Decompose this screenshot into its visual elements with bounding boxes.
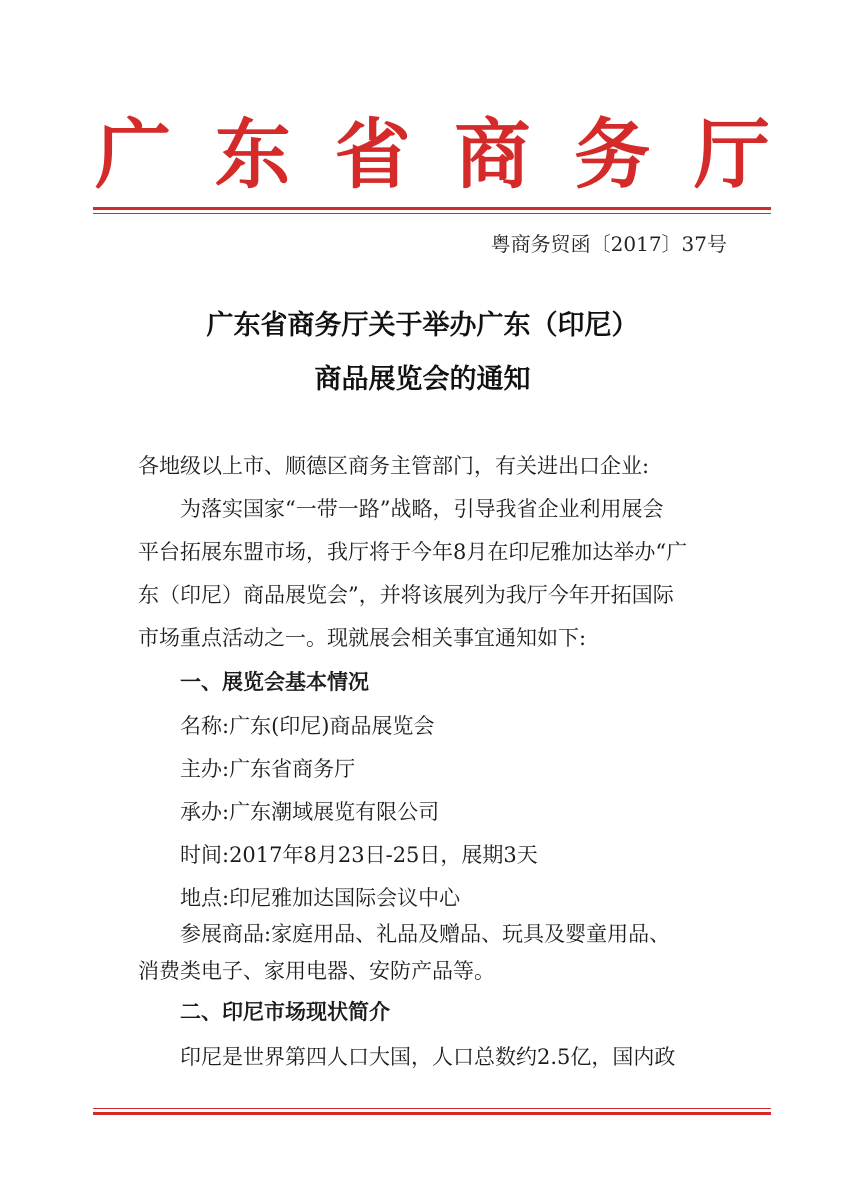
intro-line: 东（印尼）商品展览会”，并将该展列为我厅今年开拓国际 bbox=[138, 583, 674, 607]
org-char: 省 bbox=[334, 109, 411, 199]
section-2-text: 印尼是世界第四人口大国，人口总数约2.5亿，国内政 bbox=[180, 1045, 676, 1069]
document-number: 粤商务贸函〔2017〕37号 bbox=[490, 232, 727, 256]
intro-line: 平台拓展东盟市场，我厅将于今年8月在印尼雅加达举办“广 bbox=[138, 540, 688, 564]
org-char: 厅 bbox=[693, 109, 770, 199]
section-1-item: 消费类电子、家用电器、安防产品等。 bbox=[138, 959, 495, 983]
org-char: 广 bbox=[95, 109, 171, 199]
intro-line: 为落实国家“一带一路”战略，引导我省企业利用展会 bbox=[180, 497, 664, 521]
section-1-item: 参展商品:家庭用品、礼品及赠品、玩具及婴童用品、 bbox=[180, 922, 671, 946]
section-1-item: 地点:印尼雅加达国际会议中心 bbox=[180, 886, 461, 910]
section-1-item: 名称:广东(印尼)商品展览会 bbox=[180, 714, 435, 738]
section-1-item: 承办:广东潮域展览有限公司 bbox=[180, 800, 440, 824]
issuing-organization-header bbox=[95, 103, 770, 199]
header-divider bbox=[93, 207, 771, 214]
section-1-item: 时间:2017年8月23日-25日，展期3天 bbox=[180, 843, 538, 867]
org-char: 商 bbox=[454, 109, 531, 199]
section-2-heading: 二、印尼市场现状简介 bbox=[180, 1000, 390, 1024]
intro-line: 市场重点活动之一。现就展会相关事宜通知如下: bbox=[138, 626, 587, 650]
salutation: 各地级以上市、顺德区商务主管部门，有关进出口企业: bbox=[138, 454, 650, 478]
section-1-heading: 一、展览会基本情况 bbox=[180, 670, 369, 694]
document-title-line-2: 商品展览会的通知 bbox=[314, 364, 531, 395]
org-char: 务 bbox=[574, 109, 651, 199]
section-1-item: 主办:广东省商务厅 bbox=[180, 757, 356, 781]
document-title-line-1: 广东省商务厅关于举办广东（印尼） bbox=[206, 310, 639, 341]
footer-divider bbox=[93, 1108, 771, 1115]
org-char: 东 bbox=[214, 109, 291, 199]
